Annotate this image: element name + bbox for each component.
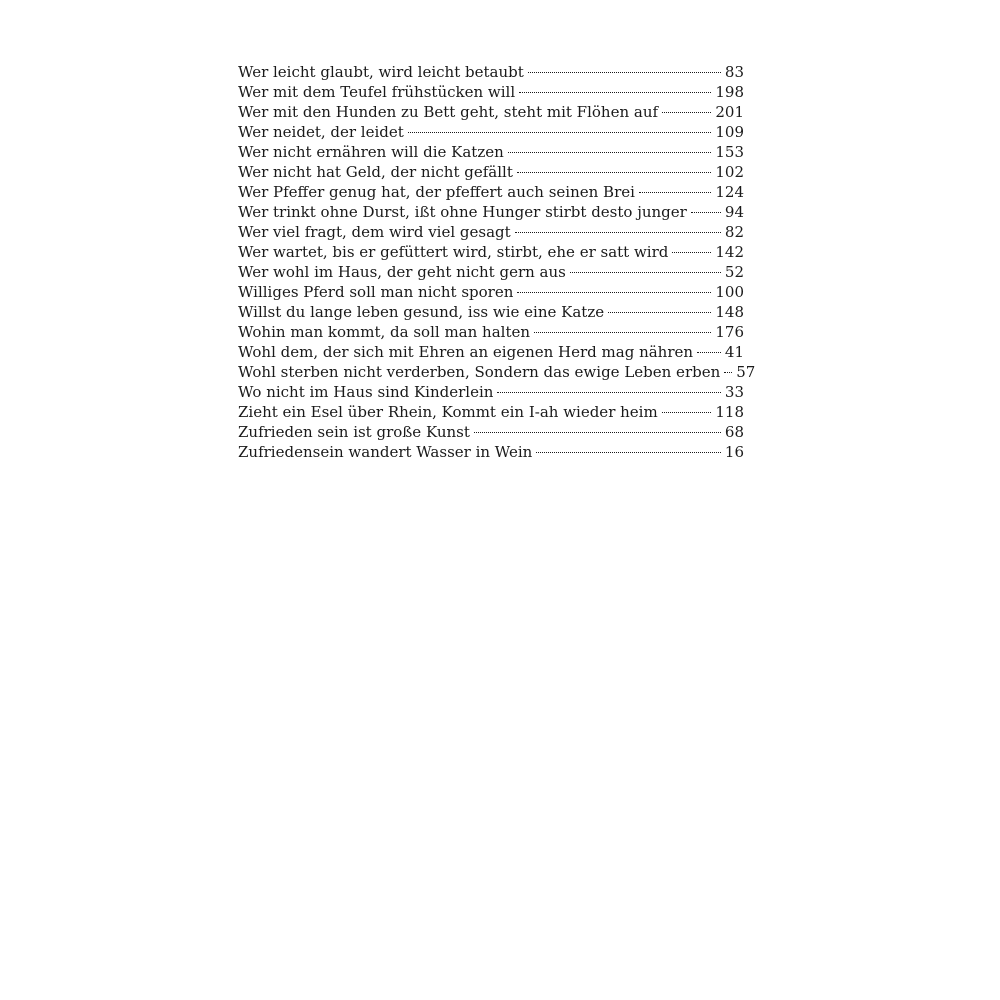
entry-page-number: 118 bbox=[715, 403, 744, 421]
dot-leader bbox=[534, 332, 711, 333]
entry-page-number: 100 bbox=[715, 283, 744, 301]
entry-page-number: 142 bbox=[715, 243, 744, 261]
entry-page-number: 201 bbox=[715, 103, 744, 121]
entry-text: Wohin man kommt, da soll man halten bbox=[238, 323, 531, 341]
entry-text: Wer trinkt ohne Durst, ißt ohne Hunger stirbt desto junger bbox=[238, 203, 687, 221]
entry-text: Zieht ein Esel über Rhein, Kommt ein I-ah wieder heim bbox=[238, 403, 658, 421]
dot-leader bbox=[672, 252, 711, 253]
entry-page-number: 16 bbox=[724, 443, 744, 461]
entry-page-number: 153 bbox=[715, 143, 744, 161]
entry-page-number: 94 bbox=[724, 203, 744, 221]
entry-text: Wer mit dem Teufel frühstücken will bbox=[238, 83, 516, 101]
entry-text: Wer neidet, der leidet bbox=[238, 123, 404, 141]
dot-leader bbox=[497, 392, 720, 393]
entry-page-number: 41 bbox=[724, 343, 744, 361]
entry-page-number: 148 bbox=[715, 303, 744, 321]
dot-leader bbox=[517, 292, 711, 293]
entry-page-number: 33 bbox=[724, 383, 744, 401]
index-entry bbox=[238, 322, 744, 342]
entry-text: Wer mit den Hunden zu Bett geht, steht mit Flöhen auf bbox=[238, 103, 659, 121]
dot-leader bbox=[517, 172, 712, 173]
index-entry bbox=[238, 442, 744, 462]
index-entry bbox=[238, 182, 744, 202]
index-entry bbox=[238, 82, 744, 102]
dot-leader bbox=[508, 152, 712, 153]
dot-leader bbox=[515, 232, 721, 233]
index-entry bbox=[238, 422, 744, 442]
dot-leader bbox=[536, 452, 721, 453]
entry-text: Zufrieden sein ist große Kunst bbox=[238, 423, 470, 441]
dot-leader bbox=[662, 112, 711, 113]
entry-text: Zufriedensein wandert Wasser in Wein bbox=[238, 443, 533, 461]
index-entry bbox=[238, 162, 744, 182]
entry-page-number: 57 bbox=[736, 363, 756, 381]
entry-page-number: 68 bbox=[724, 423, 744, 441]
dot-leader bbox=[691, 212, 721, 213]
dot-leader bbox=[408, 132, 712, 133]
entry-text: Wohl sterben nicht verderben, Sondern das ewige Leben erben bbox=[238, 363, 721, 381]
index-entry bbox=[238, 122, 744, 142]
entry-text: Wo nicht im Haus sind Kinderlein bbox=[238, 383, 494, 401]
index-entry bbox=[238, 362, 756, 382]
entry-text: Wer nicht ernähren will die Katzen bbox=[238, 143, 504, 161]
dot-leader bbox=[724, 372, 732, 373]
index-entry bbox=[238, 402, 744, 422]
dot-leader bbox=[474, 432, 721, 433]
index-entry bbox=[238, 102, 744, 122]
index-entry bbox=[238, 262, 744, 282]
index-entry bbox=[238, 62, 744, 82]
entry-page-number: 52 bbox=[724, 263, 744, 281]
entry-text: Wer nicht hat Geld, der nicht gefällt bbox=[238, 163, 513, 181]
entry-text: Wohl dem, der sich mit Ehren an eigenen Herd mag nähren bbox=[238, 343, 694, 361]
entry-text: Wer leicht glaubt, wird leicht betaubt bbox=[238, 63, 524, 81]
dot-leader bbox=[570, 272, 721, 273]
index-entry bbox=[238, 302, 744, 322]
index-entry bbox=[238, 242, 744, 262]
dot-leader bbox=[519, 92, 711, 93]
dot-leader bbox=[639, 192, 711, 193]
dot-leader bbox=[662, 412, 712, 413]
entry-page-number: 102 bbox=[715, 163, 744, 181]
entry-page-number: 176 bbox=[715, 323, 744, 341]
index-entry bbox=[238, 142, 744, 162]
entry-page-number: 109 bbox=[715, 123, 744, 141]
entry-page-number: 198 bbox=[715, 83, 744, 101]
dot-leader bbox=[697, 352, 721, 353]
entry-text: Wer wartet, bis er gefüttert wird, stirbt, ehe er satt wird bbox=[238, 243, 669, 261]
dot-leader bbox=[528, 72, 721, 73]
index-entry bbox=[238, 342, 744, 362]
entry-page-number: 82 bbox=[724, 223, 744, 241]
entry-page-number: 124 bbox=[715, 183, 744, 201]
index-entry bbox=[238, 202, 744, 222]
index-entry bbox=[238, 222, 744, 242]
index-entry bbox=[238, 282, 744, 302]
entry-text: Willst du lange leben gesund, iss wie eine Katze bbox=[238, 303, 605, 321]
index-entry bbox=[238, 382, 744, 402]
entry-text: Wer viel fragt, dem wird viel gesagt bbox=[238, 223, 511, 241]
entry-text: Williges Pferd soll man nicht sporen bbox=[238, 283, 514, 301]
dot-leader bbox=[608, 312, 711, 313]
entry-text: Wer Pfeffer genug hat, der pfeffert auch seinen Brei bbox=[238, 183, 635, 201]
proverb-index-list bbox=[238, 62, 756, 462]
entry-page-number: 83 bbox=[724, 63, 744, 81]
entry-text: Wer wohl im Haus, der geht nicht gern aus bbox=[238, 263, 566, 281]
